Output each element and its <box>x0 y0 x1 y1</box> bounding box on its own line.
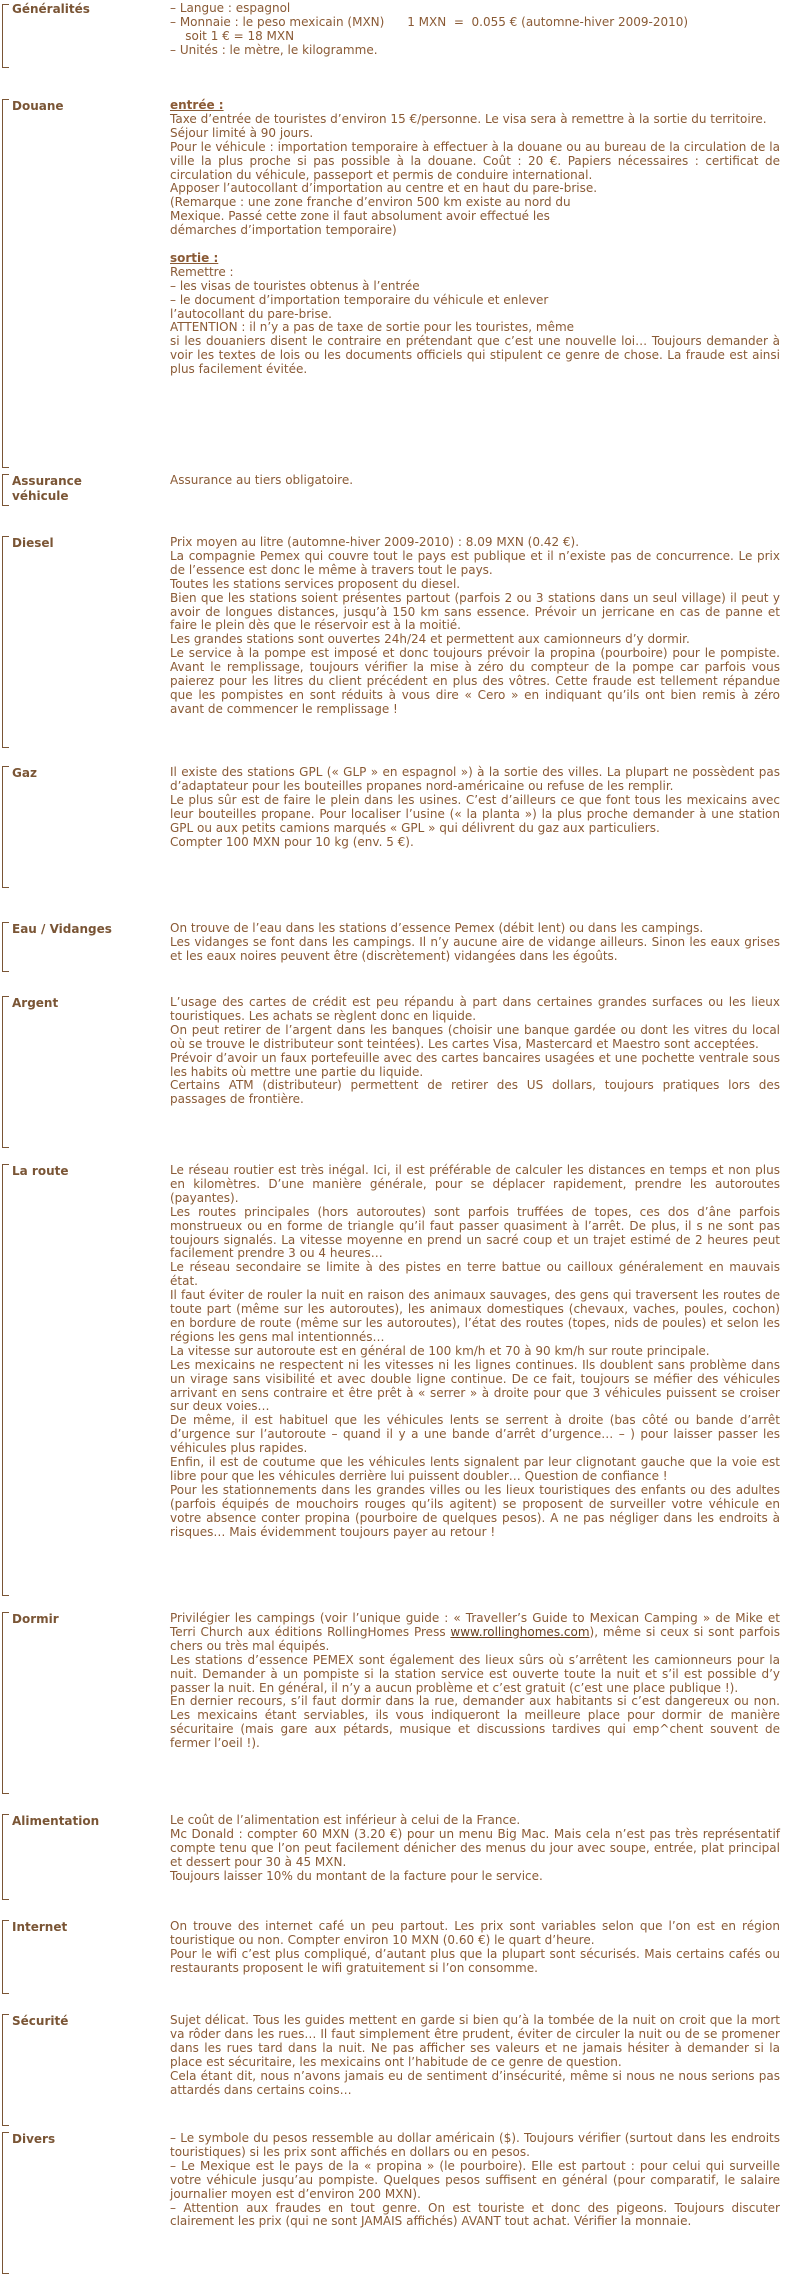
text-line: Il existe des stations GPL (« GLP » en espagnol ») à la sortie des villes. La plupart ne possèdent pas d’adaptateur pour les bouteilles propanes nord-américaine ou refuse de les remplir. <box>170 765 780 793</box>
text-line: Les routes principales (hors autoroutes) sont parfois truffées de topes, ces dos d’âne parfois monstrueux ou en forme de triangle qu’il faut passer quasiment à l’arrêt. De plus, il s ne sont pas toujours signalés. La vitesse moyenne en prend un sacré coup et un trajet estimé de 2 heures peut facilement prendre 3 ou 4 heures… <box>170 1204 780 1261</box>
section-body <box>170 922 780 964</box>
text-line: Assurance au tiers obligatoire. <box>170 473 354 487</box>
section-title: Argent <box>12 996 59 1010</box>
section-body <box>170 2 780 58</box>
text-line: Taxe d’entrée de touristes d’environ 15 €/personne. Le visa sera à remettre à la sortie du territoire. <box>170 111 767 126</box>
subheading-sortie: sortie : <box>170 250 219 265</box>
section-body <box>170 1814 780 1884</box>
text-line: – Unités : le mètre, le kilogramme. <box>170 42 378 57</box>
text-line: – les visas de touristes obtenus à l’entrée <box>170 278 420 293</box>
section-title: La route <box>12 1164 69 1178</box>
text-line: Mexique. Passé cette zone il faut absolument avoir effectué les <box>170 209 550 224</box>
text-line: – Attention aux fraudes en tout genre. On est touriste et donc des pigeons. Toujours discuter clairement les prix (qui ne sont JAMAIS affichés) AVANT tout achat. Vérifier la monnaie. <box>170 2200 780 2229</box>
section-title: Assurance véhicule <box>12 474 82 503</box>
section-title: Sécurité <box>12 2014 69 2028</box>
section-bracket <box>2 99 9 468</box>
section-bracket <box>2 766 9 888</box>
section-bracket <box>2 2132 9 2274</box>
section-bracket <box>2 1814 9 1900</box>
section-title: Internet <box>12 1920 68 1934</box>
text-line <box>170 1612 780 1654</box>
section-bracket <box>2 1612 9 1794</box>
text-line: Pour les stationnements dans les grandes villes ou les lieux touristiques des enfants ou des adultes (parfois équipés de mouchoirs rouges qu’ils agitent) se proposent de surveiller votre véhicule en votre absence conter propina (pourboire de quelques pesos). A ne pas négliger dans les endroits à risques… Mais évidemment toujours payer au retour ! <box>170 1482 780 1539</box>
text-line: Les stations d’essence PEMEX sont également des lieux sûrs où s’arrêtent les camionneurs pour la nuit. Demander à un pompiste si la station service est ouverte toute la nuit et s’il est possible d’y passer la nuit. En général, il n’y a aucun problème et c’est gratuit (c’est une place publique !). <box>170 1652 780 1695</box>
section-title: Diesel <box>12 536 54 550</box>
section-title: Divers <box>12 2132 56 2146</box>
text-line: Certains ATM (distributeur) permettent de retirer des US dollars, toujours pratiques lors des passages de frontière. <box>170 1078 780 1107</box>
text-line: Bien que les stations soient présentes partout (parfois 2 ou 3 stations dans un seul village) il peut y avoir de longues distances, jusqu’à 150 km sans essence. Prévoir un jerricane en cas de panne et faire le plein dès que le réservoir est à la moitié. <box>170 590 780 633</box>
text-line: Pour le wifi c’est plus compliqué, d’autant plus que la plupart sont sécurisés. Mais certains cafés ou restaurants proposent le wifi gratuitement si l’on consomme. <box>170 1946 780 1975</box>
section-title: Gaz <box>12 766 37 780</box>
text-line: Toutes les stations services proposent du diesel. <box>170 576 461 591</box>
text-line: (Remarque : une zone franche d’environ 500 km existe au nord du <box>170 195 571 210</box>
text-line: si les douaniers disent le contraire en prétendant que c’est une nouvelle loi… Toujours demander à voir les textes de lois ou les documents officiels qui stipulent ce genre de chose. La fraude est ainsi plus facilement évitée. <box>170 334 780 377</box>
text-line: Pour le véhicule : importation temporaire à effectuer à la douane ou au bureau de la circulation de la ville la plus proche si pas possible à la douane. Coût : 20 €. Papiers nécessaires : certificat de circulation du véhicule, passeport et permis de conduire international. <box>170 139 780 182</box>
text-line: – Langue : espagnol <box>170 1 291 15</box>
section-bracket <box>2 4 9 68</box>
text-line: Le service à la pompe est imposé et donc toujours prévoir la propina (pourboire) pour le pompiste. Avant le remplissage, toujours vérifier la mise à zéro du compteur de la pompe car parfois vous paierez pour les litres du client précédent en plus des vôtres. Cette fraude est tellement répandue que les pompistes en sont réduits à vous dire « Cero » en indiquant qu’ils ont bien remis à zéro avant de commencer le remplissage ! <box>170 646 780 716</box>
text-line: démarches d’importation temporaire) <box>170 223 397 238</box>
section-body <box>170 2014 780 2097</box>
text-line: Prévoir d’avoir un faux portefeuille avec des cartes bancaires usagées et une pochette ventrale sous les habits où mettre une partie du liquide. <box>170 1050 780 1079</box>
section-title: Alimentation <box>12 1814 100 1828</box>
text-line: – le document d’importation temporaire du véhicule et enlever <box>170 292 549 307</box>
section-body <box>170 474 780 488</box>
text-line: – Le symbole du pesos ressemble au dollar américain ($). Toujours vérifier (surtout dans les endroits touristiques) si les prix sont affichés en dollars ou en pesos. <box>170 2131 780 2159</box>
text-line: Le réseau routier est très inégal. Ici, il est préférable de calculer les distances en temps et non plus en kilomètres. D’une manière générale, pour se déplacer rapidement, prendre les autoroutes (payantes). <box>170 1163 780 1205</box>
text-line: Cela étant dit, nous n’avons jamais eu de sentiment d’insécurité, même si nous ne nous serions pas attardés dans certains coins… <box>170 2068 780 2097</box>
text-before-link: Privilégier les campings (voir l’unique guide : « Traveller’s Guide to Mexican Camping » de Mike et Terri Church aux éditions RollingHomes Press <box>170 1611 780 1639</box>
text-after-link: ), même si ceux si sont parfois chers ou très mal équipés. <box>170 1624 780 1653</box>
section-title: Généralités <box>12 2 90 16</box>
text-line: Toujours laisser 10% du montant de la facture pour le service. <box>170 1868 543 1883</box>
text-line: Compter 100 MXN pour 10 kg (env. 5 €). <box>170 834 414 849</box>
section-body <box>170 1920 780 1976</box>
text-line: Les mexicains ne respectent ni les vitesses ni les lignes continues. Ils doublent sans problème dans un virage sans visibilité et avec double ligne continue. De ce fait, toujours se méfier des véhicules arrivant en sens contraire et être prêt à « serrer » à droite pour que 3 véhicules puissent se croiser sur deux voies… <box>170 1357 780 1414</box>
text-line: Prix moyen au litre (automne-hiver 2009-2010) : 8.09 MXN (0.42 €). <box>170 535 580 549</box>
section-body <box>170 536 780 717</box>
text-line: La compagnie Pemex qui couvre tout le pays est publique et il n’existe pas de concurrence. Le prix de l’essence est donc le même à travers tout le pays. <box>170 548 780 577</box>
section-bracket <box>2 922 9 972</box>
text-line: Le plus sûr est de faire le plein dans les usines. C’est d’ailleurs ce que font tous les mexicains avec leur bouteilles propane. Pour localiser l’usine (« la planta ») la plus proche demander à une station GPL ou aux petits camions marqués « GPL » qui délivrent du gaz aux particuliers. <box>170 792 780 835</box>
text-line: Les vidanges se font dans les campings. Il n’y aucune aire de vidange ailleurs. Sinon les eaux grises et les eaux noires peuvent être (discrètement) vidangées dans les égoûts. <box>170 934 780 963</box>
text-line: Apposer l’autocollant d’importation au centre et en haut du pare-brise. <box>170 181 598 196</box>
text-line: Le coût de l’alimentation est inférieur à celui de la France. <box>170 1813 521 1827</box>
section-body <box>170 766 780 849</box>
text-line: soit 1 € = 18 MXN <box>170 28 295 43</box>
text-line: Le réseau secondaire se limite à des pistes en terre battue ou cailloux généralement en mauvais état. <box>170 1260 780 1289</box>
text-line: L’usage des cartes de crédit est peu répandu à part dans certaines grandes surfaces ou les lieux touristiques. Les achats se règlent donc en liquide. <box>170 995 780 1023</box>
text-line: – Le Mexique est le pays de la « propina » (le pourboire). Elle est partout : pour celui qui surveille votre véhicule jusqu’au pompiste. Quelques pesos suffisent en général (pour comparatif, le salaire journalier moyen est d’environ 200 MXN). <box>170 2158 780 2201</box>
section-bracket <box>2 1920 9 1994</box>
section-body <box>170 99 780 377</box>
spacer <box>170 238 780 252</box>
section-body <box>170 1612 780 1751</box>
section-title: Dormir <box>12 1612 59 1626</box>
section-bracket <box>2 474 9 506</box>
text-line: Enfin, il est de coutume que les véhicules lents signalent par leur clignotant gauche que la voie est libre pour que les véhicules derrière lui puissent doubler… Question de confiance ! <box>170 1455 780 1483</box>
text-line: – Monnaie : le peso mexicain (MXN) 1 MXN = 0.055 € (automne-hiver 2009-2010) <box>170 14 689 29</box>
text-line: ATTENTION : il n’y a pas de taxe de sortie pour les touristes, même <box>170 320 575 335</box>
section-title: Douane <box>12 99 64 113</box>
text-line: On peut retirer de l’argent dans les banques (choisir une banque gardée ou dont les vitres du local où se trouve le distributeur sont teintées). Les cartes Visa, Mastercard et Maestro sont acceptées. <box>170 1022 780 1051</box>
section-body <box>170 1164 780 1539</box>
text-line: Remettre : <box>170 264 234 279</box>
text-line: On trouve des internet café un peu partout. Les prix sont variables selon que l’on est en région touristique ou non. Compter environ 10 MXN (0.60 €) le quart d’heure. <box>170 1919 780 1947</box>
text-line: On trouve de l’eau dans les stations d’essence Pemex (débit lent) ou dans les campings. <box>170 921 704 935</box>
text-line: Séjour limité à 90 jours. <box>170 125 314 140</box>
text-line: De même, il est habituel que les véhicules lents se serrent à droite (bas côté ou bande d’arrêt d’urgence sur l’autoroute – quand il y a une bande d’arrêt d’urgence… – ) pour laisser passer les véhicules plus rapides. <box>170 1413 780 1456</box>
section-bracket <box>2 996 9 1148</box>
rollinghomes-link[interactable]: www.rollinghomes.com <box>450 1624 590 1639</box>
text-line: La vitesse sur autoroute est en général de 100 km/h et 70 à 90 km/h sur route principale. <box>170 1343 710 1358</box>
text-line: Il faut éviter de rouler la nuit en raison des animaux sauvages, des gens qui traversent les routes de toute part (même sur les autoroutes), les animaux domestiques (chevaux, vaches, poules, cochon) en bordure de route (même sur les autoroutes), l’état des routes (topes, nids de poules) et selon les régions les gens mal intentionnés… <box>170 1288 780 1344</box>
section-bracket <box>2 2014 9 2126</box>
section-body <box>170 2132 780 2229</box>
text-line: Mc Donald : compter 60 MXN (3.20 €) pour un menu Big Mac. Mais cela n’est pas très représentatif compte tenu que l’on peut facilement dénicher des menus du jour avec soupe, entrée, plat principal et dessert pour 30 à 45 MXN. <box>170 1826 780 1869</box>
text-line: Sujet délicat. Tous les guides mettent en garde si bien qu’à la tombée de la nuit on croit que la mort va rôder dans les rues… Il faut simplement être prudent, éviter de circuler la nuit ou de se promener dans les rues tard dans la nuit. Ne pas afficher ses valeurs et ne jamais hésiter à demander si la place est sécuritaire, les mexicains ont l’habitude de ce genre de question. <box>170 2013 780 2069</box>
section-bracket <box>2 536 9 748</box>
text-line: En dernier recours, s’il faut dormir dans la rue, demander aux habitants si c’est dangereux ou non. Les mexicains étant serviables, ils vous indiqueront la meilleure place pour dormir de manière sécuritaire (mais gare aux pétards, musique et discussions tardives qui emp^chent souvent de fermer l’oeil !). <box>170 1694 780 1751</box>
subheading-entree: entrée : <box>170 98 224 112</box>
section-body <box>170 996 780 1107</box>
text-line: l’autocollant du pare-brise. <box>170 306 332 321</box>
text-line: Les grandes stations sont ouvertes 24h/24 et permettent aux camionneurs d’y dormir. <box>170 632 690 647</box>
section-bracket <box>2 1164 9 1596</box>
section-title: Eau / Vidanges <box>12 922 112 936</box>
